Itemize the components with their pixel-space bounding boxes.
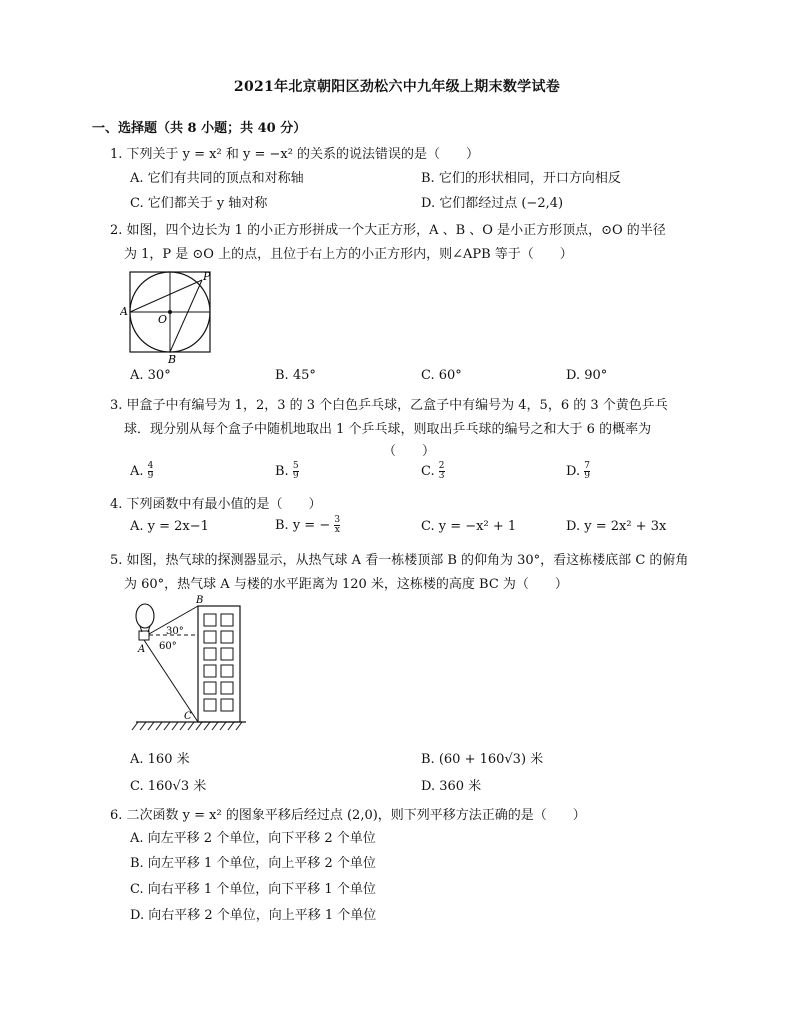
label-a: A	[120, 305, 128, 318]
window	[221, 648, 233, 660]
hatch-mark	[204, 722, 210, 730]
angle-60-label: 60°	[159, 641, 177, 652]
hatch-mark	[132, 722, 138, 730]
numerator: 2	[438, 461, 445, 471]
window	[221, 682, 233, 694]
page-title: 2021年北京朝阳区劲松六中九年级上期末数学试卷	[233, 79, 561, 95]
ground-hatching	[132, 722, 242, 730]
q3-option-d-fraction	[584, 462, 590, 481]
label-b: B	[168, 353, 177, 364]
q5-stem-line1: 5. 如图，热气球的探测器显示，从热气球 A 看一栋楼顶部 B 的仰角为 30°，看这栋楼底部 C 的俯角	[110, 553, 689, 568]
q3-stem-line1: 3. 甲盒子中有编号为 1，2，3 的 3 个白色乒乓球，乙盒子中有编号为 4，5，6 的 3 个黄色乒乓	[110, 398, 668, 413]
q3-option-d-letter: D.	[566, 464, 581, 479]
q3-option-a-fraction	[148, 462, 154, 481]
q4-option-b	[275, 516, 340, 535]
denominator: 3	[438, 471, 445, 481]
q4-option-c: C. y = −x² + 1	[421, 519, 517, 534]
hatch-mark	[212, 722, 218, 730]
q3-option-b-fraction	[293, 462, 299, 481]
hatch-mark	[196, 722, 202, 730]
q3-stem-line2: 球．现分别从每个盒子中随机地取出 1 个乒乓球，则取出乒乓球的编号之和大于 6 的概率为	[124, 422, 652, 437]
q3-option-d	[566, 462, 590, 481]
label-o: O	[158, 313, 168, 326]
center-point	[168, 310, 172, 314]
window	[204, 631, 216, 643]
q2-option-d: D. 90°	[566, 368, 608, 383]
q4-option-b-prefix: B. y = −	[275, 518, 331, 533]
q6-stem: 6. 二次函数 y = x² 的图象平移后经过点 (2,0)，则下列平移方法正确的是（ ）	[110, 808, 586, 823]
balloon-icon	[136, 604, 154, 628]
numerator: 3	[334, 515, 341, 525]
q2-stem-line1: 2. 如图，四个边长为 1 的小正方形拼成一个大正方形，A 、B 、O 是小正方形顶点，⊙O 的半径	[110, 223, 666, 238]
q1-option-c: C. 它们都关于 y 轴对称	[130, 196, 268, 211]
denominator: 9	[147, 471, 154, 481]
hatch-mark	[228, 722, 234, 730]
q3-option-c-fraction	[439, 462, 445, 481]
building-windows	[204, 614, 233, 711]
window	[204, 699, 216, 711]
hatch-mark	[180, 722, 186, 730]
q1-option-a: A. 它们有共同的顶点和对称轴	[130, 171, 304, 186]
window	[204, 648, 216, 660]
hatch-mark	[156, 722, 162, 730]
q4-option-b-fraction	[334, 516, 340, 535]
q1-option-b: B. 它们的形状相同，开口方向相反	[421, 171, 621, 186]
window	[204, 614, 216, 626]
balloon-building-figure	[124, 594, 250, 736]
q3-option-a	[130, 462, 153, 481]
q5-option-c: C. 160√3 米	[130, 779, 207, 794]
label-p: P	[203, 270, 211, 283]
numerator: 7	[584, 461, 590, 471]
denominator: 9	[584, 471, 590, 481]
q2-option-a: A. 30°	[130, 368, 171, 383]
balloon-basket	[139, 631, 149, 640]
hatch-mark	[164, 722, 170, 730]
label-b: B	[196, 595, 204, 606]
denominator: x	[334, 525, 340, 535]
hatch-mark	[220, 722, 226, 730]
hatch-mark	[236, 722, 242, 730]
q4-option-d: D. y = 2x² + 3x	[566, 519, 667, 534]
label-a: A	[138, 644, 146, 655]
window	[221, 699, 233, 711]
window	[221, 614, 233, 626]
label-c: C	[184, 711, 192, 722]
q6-option-c: C. 向右平移 1 个单位，向下平移 1 个单位	[130, 882, 376, 897]
window	[221, 631, 233, 643]
hatch-mark	[140, 722, 146, 730]
q4-option-a: A. y = 2x−1	[130, 519, 209, 534]
q5-option-a: A. 160 米	[130, 752, 190, 767]
window	[204, 665, 216, 677]
q5-option-b: B. (60 + 160√3) 米	[421, 752, 544, 767]
window	[204, 682, 216, 694]
q1-option-d: D. 它们都经过点 (−2,4)	[421, 196, 564, 211]
window	[221, 665, 233, 677]
sight-line-to-bottom	[144, 640, 198, 722]
angle-30-label: 30°	[166, 626, 184, 637]
q4-stem: 4. 下列函数中有最小值的是（ ）	[110, 497, 322, 512]
q5-option-d: D. 360 米	[421, 779, 482, 794]
q3-option-c	[421, 462, 445, 481]
q6-option-b: B. 向左平移 1 个单位，向上平移 2 个单位	[130, 856, 376, 871]
q2-option-c: C. 60°	[421, 368, 462, 383]
hatch-mark	[172, 722, 178, 730]
q1-stem: 1. 下列关于 y = x² 和 y = −x² 的关系的说法错误的是（ ）	[110, 147, 480, 162]
section-heading: 一、选择题（共 8 小题；共 40 分）	[92, 121, 307, 136]
q3-option-a-letter: A.	[130, 464, 144, 479]
q3-stem-line3: （ ）	[383, 444, 436, 459]
hatch-mark	[188, 722, 194, 730]
q3-option-c-letter: C.	[421, 464, 435, 479]
q2-stem-line2: 为 1，P 是 ⊙O 上的点，且位于右上方的小正方形内，则∠APB 等于（ ）	[124, 247, 573, 262]
circle-in-square-figure	[120, 268, 220, 364]
q2-option-b: B. 45°	[275, 368, 316, 383]
q6-option-d: D. 向右平移 2 个单位，向上平移 1 个单位	[130, 908, 377, 923]
q6-option-a: A. 向左平移 2 个单位，向下平移 2 个单位	[130, 831, 376, 846]
q5-stem-line2: 为 60°，热气球 A 与楼的水平距离为 120 米，这栋楼的高度 BC 为（ ）	[124, 577, 568, 592]
numerator: 5	[292, 461, 299, 471]
q3-option-b	[275, 462, 299, 481]
numerator: 4	[147, 461, 154, 471]
q3-option-b-letter: B.	[275, 464, 289, 479]
denominator: 9	[292, 471, 299, 481]
hatch-mark	[148, 722, 154, 730]
